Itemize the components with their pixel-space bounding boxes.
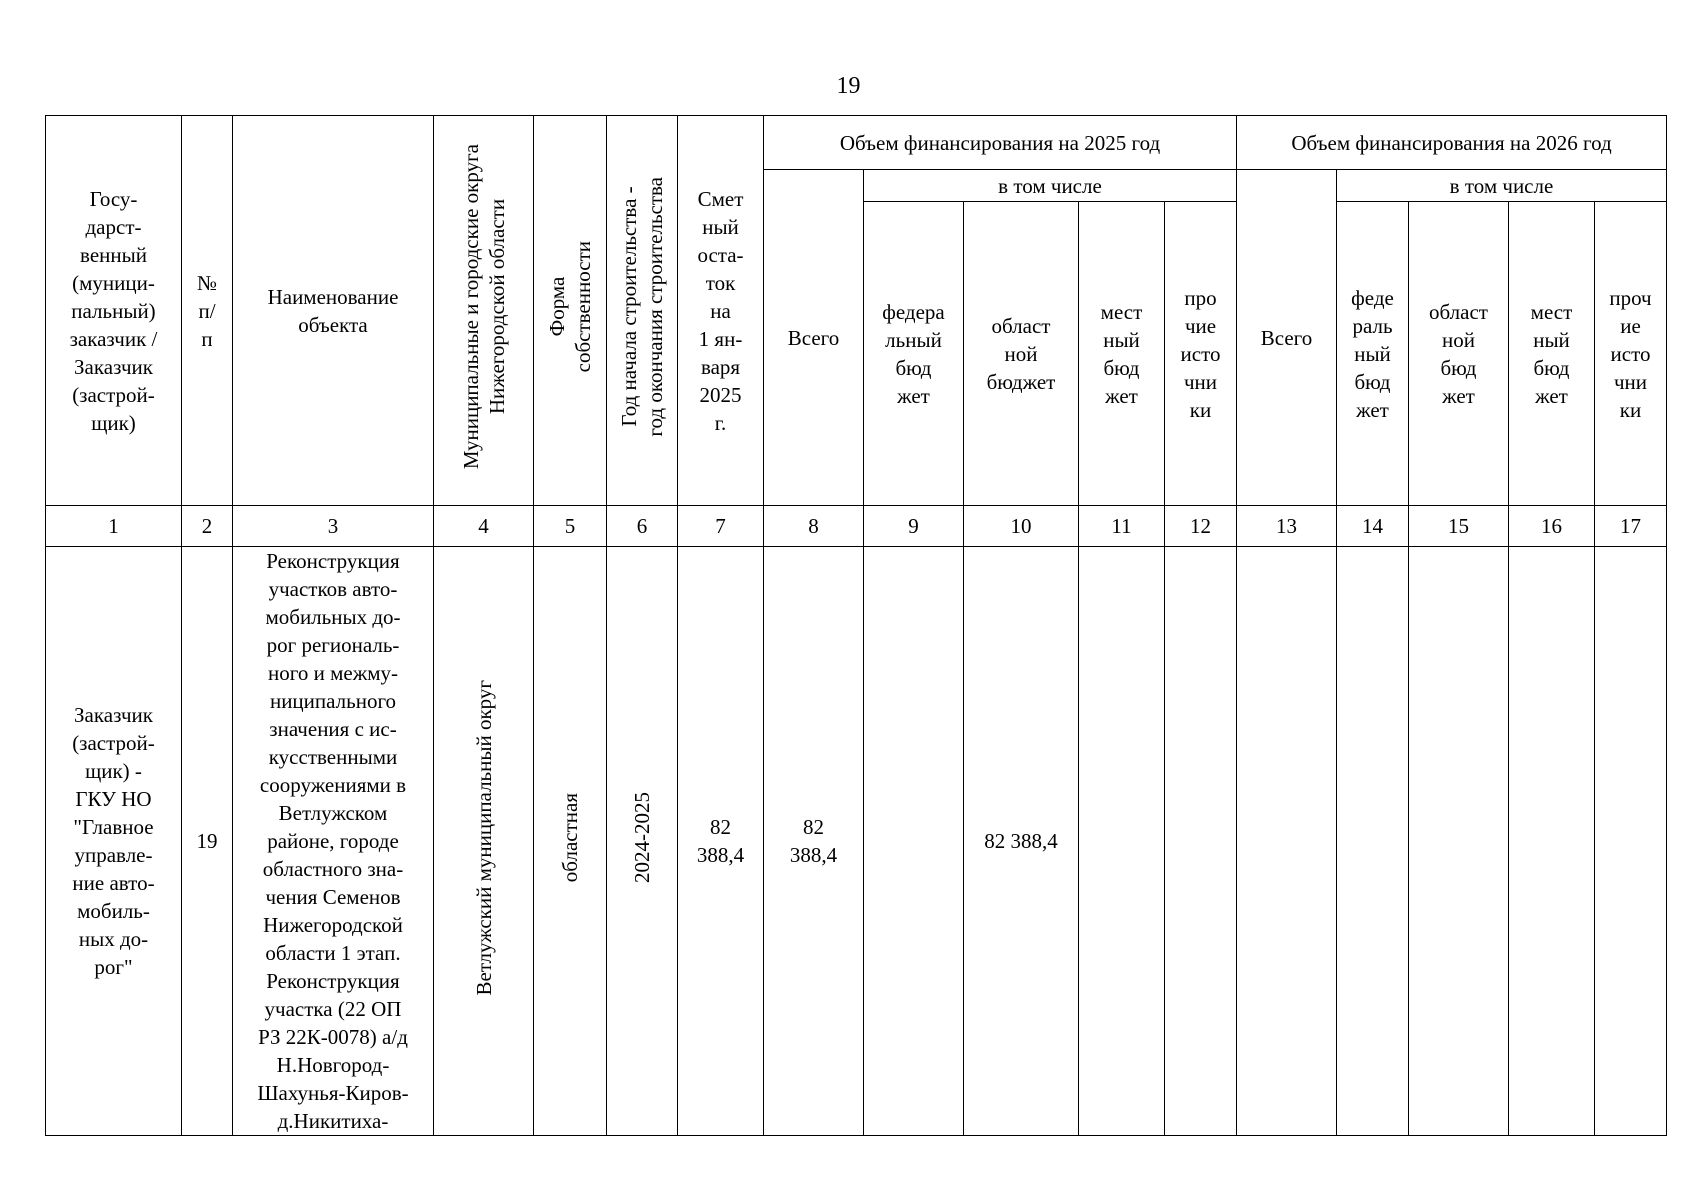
row-object-name: Реконструкция участков авто- мобильных до- рог региональ- ного и межму- ниципального значения с ис- кусственными сооружениями в Ветлужском районе, городе областного зна- чения Семенов Нижегородской области 1 этап. Реконструкция участка (22 ОП РЗ 22К-0078) а/д Н.Новгород- Шахунья-Киров- д.Никитиха- <box>233 547 434 1136</box>
column-number: 17 <box>1595 506 1667 547</box>
column-number: 16 <box>1509 506 1595 547</box>
column-number: 1 <box>46 506 182 547</box>
header-ownership: Форма собственности <box>545 241 595 373</box>
column-number: 11 <box>1079 506 1165 547</box>
row-local-2026 <box>1509 547 1595 1136</box>
column-number: 4 <box>434 506 534 547</box>
header-num: № п/ п <box>182 116 233 506</box>
column-number: 12 <box>1165 506 1237 547</box>
row-regional-2026 <box>1409 547 1509 1136</box>
row-ownership-cell <box>534 547 607 1136</box>
column-number: 15 <box>1409 506 1509 547</box>
column-number: 3 <box>233 506 434 547</box>
row-total-2025: 82 388,4 <box>764 547 864 1136</box>
row-num: 19 <box>182 547 233 1136</box>
header-regional-2026: област ной бюд жет <box>1409 202 1509 506</box>
header-object-name: Наименование объекта <box>233 116 434 506</box>
column-number: 8 <box>764 506 864 547</box>
row-municipality: Ветлужский муниципальный округ <box>471 679 496 996</box>
row-other-2025 <box>1165 547 1237 1136</box>
row-years: 2024-2025 <box>630 792 654 883</box>
header-estimate: Смет ный оста- ток на 1 ян- варя 2025 г. <box>678 116 764 506</box>
row-estimate: 82 388,4 <box>678 547 764 1136</box>
column-number: 9 <box>864 506 964 547</box>
row-federal-2026 <box>1337 547 1409 1136</box>
table-row <box>46 547 1667 1136</box>
row-regional-2025: 82 388,4 <box>964 547 1079 1136</box>
header-fin-2025: Объем финансирования на 2025 год <box>764 116 1237 170</box>
row-municipality-cell <box>434 547 534 1136</box>
column-number: 13 <box>1237 506 1337 547</box>
header-total-2026: Всего <box>1237 170 1337 506</box>
column-number: 2 <box>182 506 233 547</box>
header-local-2025: мест ный бюд жет <box>1079 202 1165 506</box>
header-years-cell <box>607 116 678 506</box>
header-including-2026: в том числе <box>1337 170 1667 202</box>
column-number: 6 <box>607 506 678 547</box>
header-ownership-cell <box>534 116 607 506</box>
column-number: 5 <box>534 506 607 547</box>
header-municipality: Муниципальные и городские округа Нижегородской области <box>458 144 509 470</box>
row-years-cell <box>607 547 678 1136</box>
header-federal-2025: федера льный бюд жет <box>864 202 964 506</box>
header-federal-2026: феде раль ный бюд жет <box>1337 202 1409 506</box>
column-number: 7 <box>678 506 764 547</box>
page-number: 19 <box>836 73 861 99</box>
row-local-2025 <box>1079 547 1165 1136</box>
financing-table <box>45 115 1667 1136</box>
row-other-2026 <box>1595 547 1667 1136</box>
header-including-2025: в том числе <box>864 170 1237 202</box>
header-regional-2025: област ной бюджет <box>964 202 1079 506</box>
header-municipality-cell <box>434 116 534 506</box>
header-fin-2026: Объем финансирования на 2026 год <box>1237 116 1667 170</box>
header-other-2026: проч ие исто чни ки <box>1595 202 1667 506</box>
row-customer: Заказчик (застрой- щик) - ГКУ НО "Главное управле- ние авто- мобиль- ных до- рог" <box>46 547 182 1136</box>
header-customer: Госу- дарст- венный (муници- пальный) заказчик / Заказчик (застрой- щик) <box>46 116 182 506</box>
row-total-2026 <box>1237 547 1337 1136</box>
row-ownership: областная <box>558 792 582 883</box>
column-number: 10 <box>964 506 1079 547</box>
header-total-2025: Всего <box>764 170 864 506</box>
column-number: 14 <box>1337 506 1409 547</box>
header-other-2025: про чие исто чни ки <box>1165 202 1237 506</box>
row-federal-2025 <box>864 547 964 1136</box>
header-years: Год начала строительства - год окончания строительства <box>617 177 667 437</box>
header-local-2026: мест ный бюд жет <box>1509 202 1595 506</box>
